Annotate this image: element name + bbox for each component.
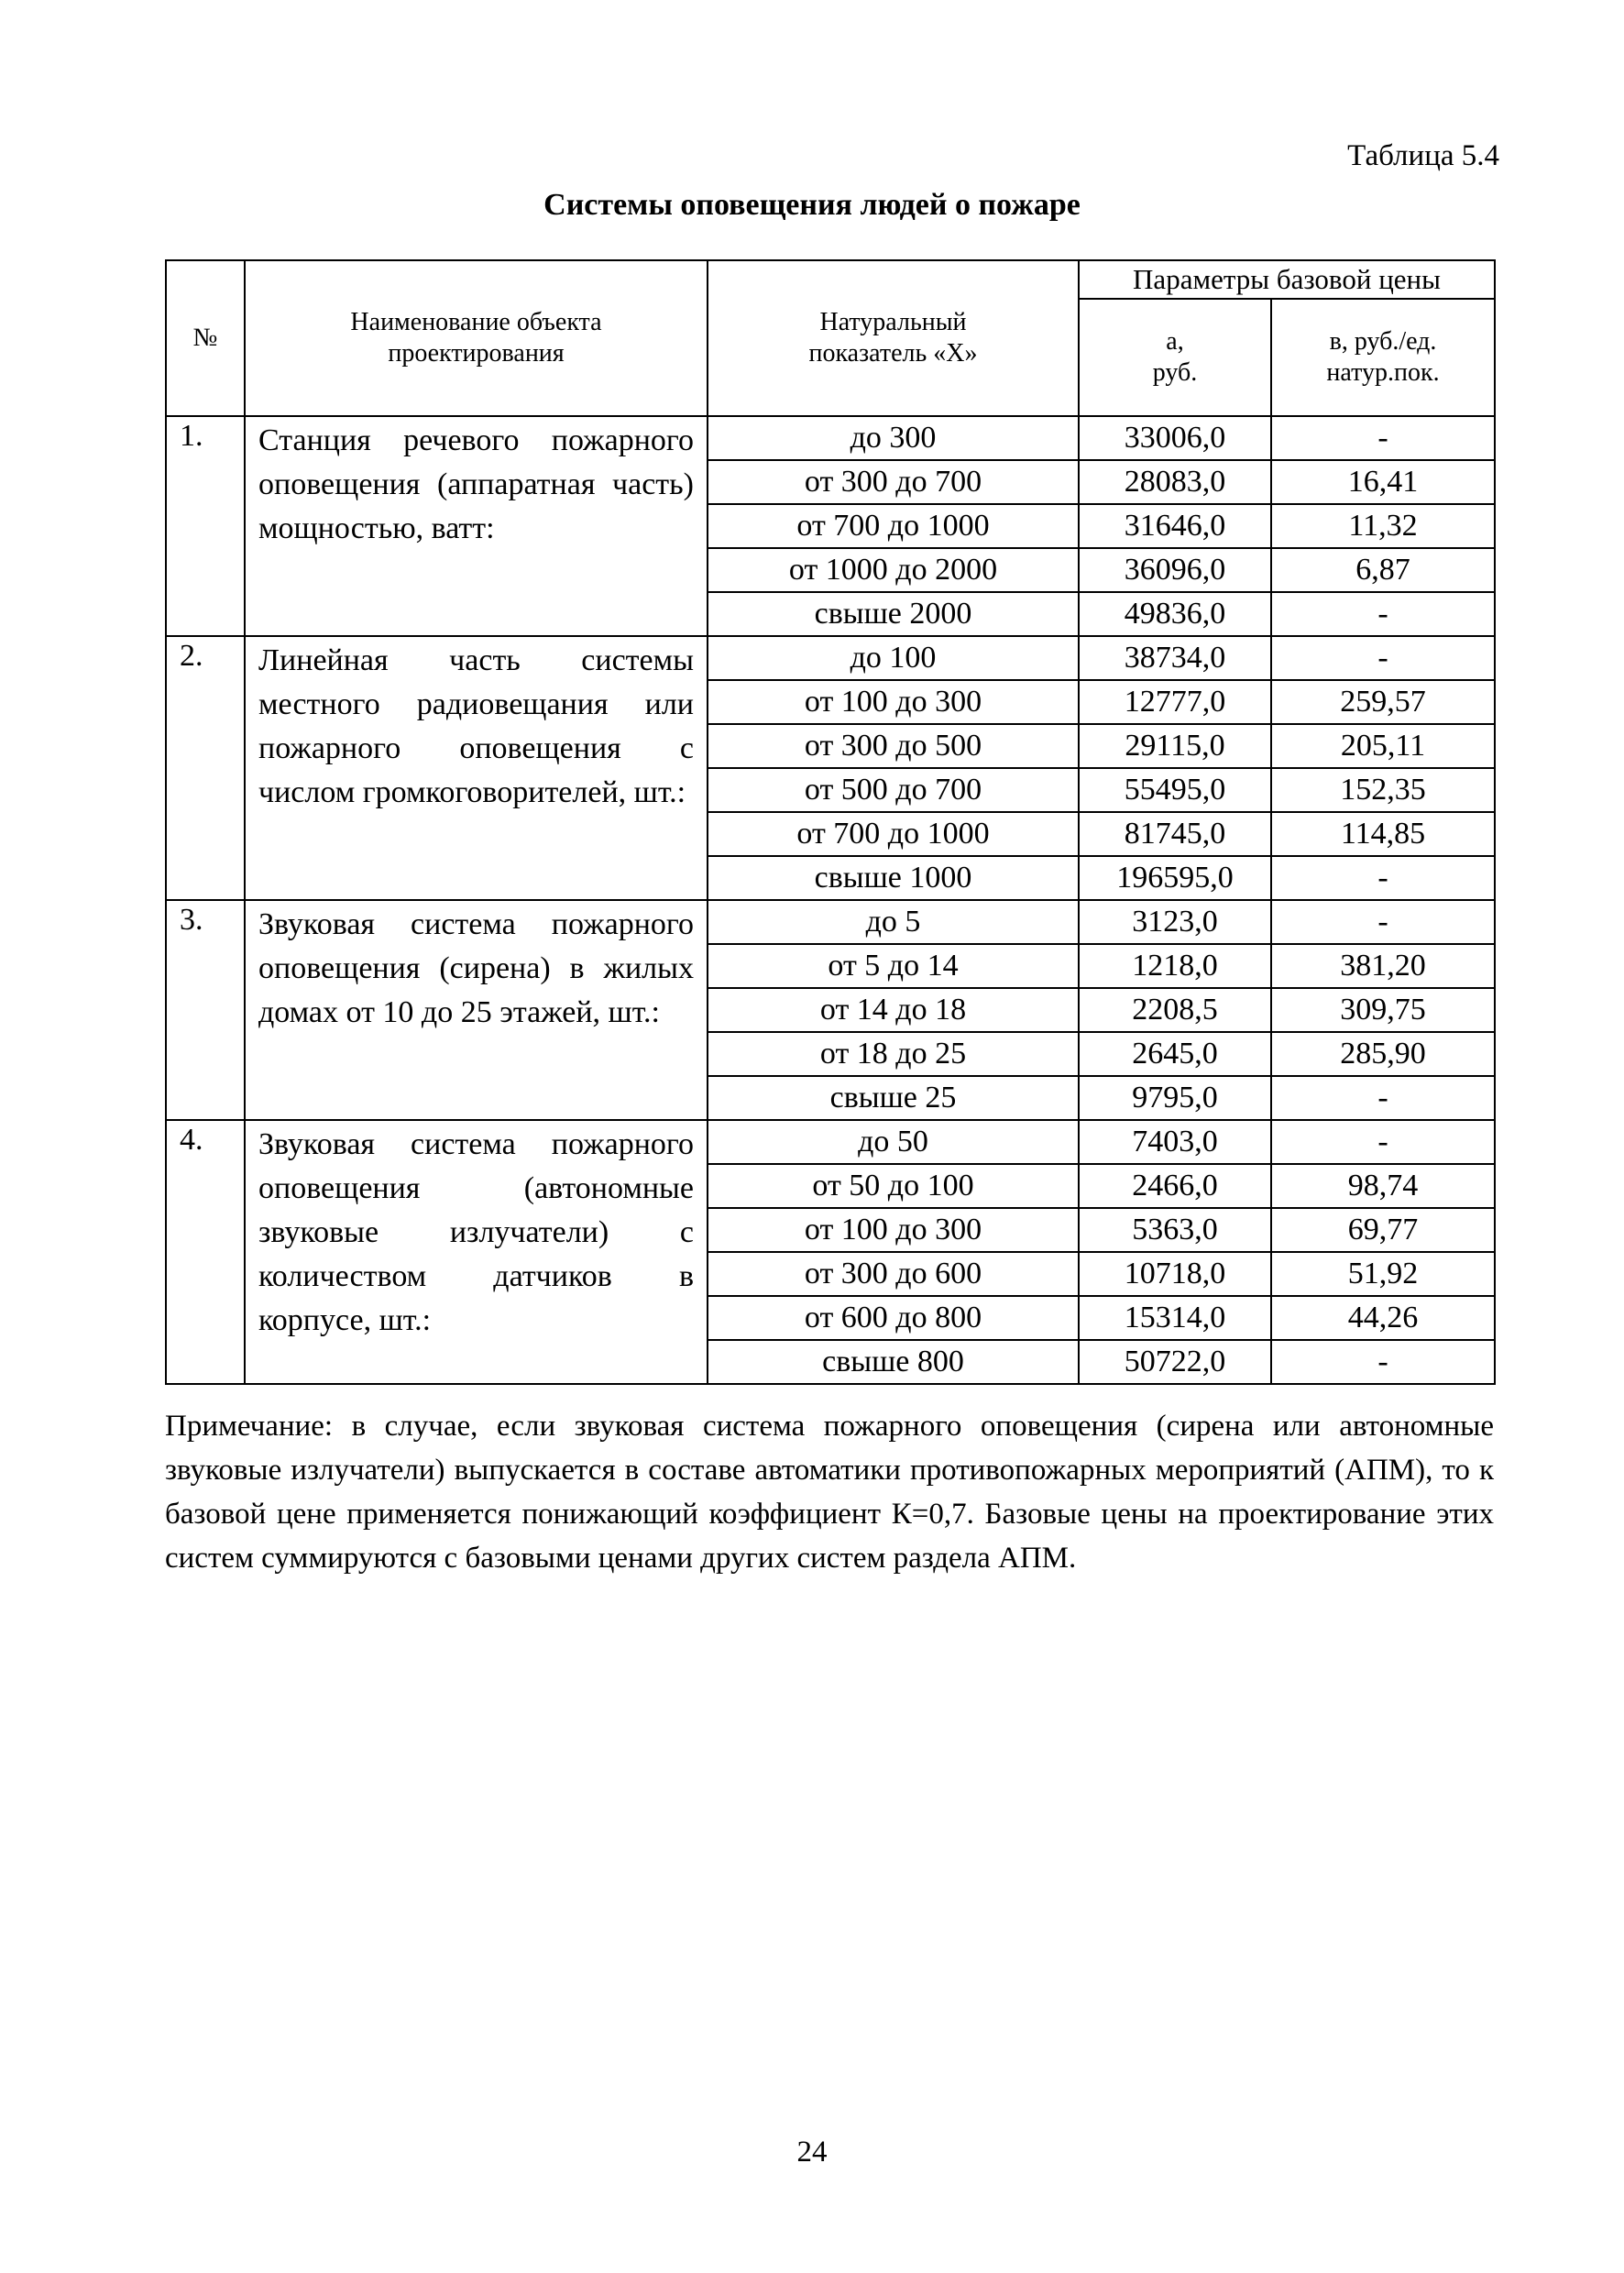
group-number: 2. xyxy=(166,636,245,900)
header-name: Наименование объекта проектирования xyxy=(245,260,708,416)
table-row xyxy=(166,1120,1495,1164)
cell-a: 33006,0 xyxy=(1079,416,1271,460)
cell-x: от 600 до 800 xyxy=(708,1296,1079,1340)
cell-x: от 1000 до 2000 xyxy=(708,548,1079,592)
cell-a: 38734,0 xyxy=(1079,636,1271,680)
cell-x: от 50 до 100 xyxy=(708,1164,1079,1208)
cell-b: 285,90 xyxy=(1271,1032,1495,1076)
group-number: 3. xyxy=(166,900,245,1120)
cell-x: от 500 до 700 xyxy=(708,768,1079,812)
page-number: 24 xyxy=(796,2136,828,2169)
cell-x: от 5 до 14 xyxy=(708,944,1079,988)
header-b: в, руб./ед. натур.пок. xyxy=(1271,299,1495,416)
group-name: Станция речевого пожарного оповещения (аппаратная часть) мощностью, ватт: xyxy=(245,416,708,636)
cell-x: от 700 до 1000 xyxy=(708,812,1079,856)
cell-b: 205,11 xyxy=(1271,724,1495,768)
group-name: Звуковая система пожарного оповещения (автономные звуковые излучатели) с количеством датчиков в корпусе, шт.: xyxy=(245,1120,708,1384)
cell-x: свыше 1000 xyxy=(708,856,1079,900)
cell-b: 381,20 xyxy=(1271,944,1495,988)
price-table xyxy=(165,259,1496,1385)
cell-a: 12777,0 xyxy=(1079,680,1271,724)
cell-b: - xyxy=(1271,1340,1495,1384)
cell-x: от 100 до 300 xyxy=(708,680,1079,724)
note: Примечание: в случае, если звуковая система пожарного оповещения (сирена или автономные звуковые излучатели) выпускается в составе автоматики противопожарных мероприятий (АПМ), то к базовой цене применяется понижающий коэффициент К=0,7. Базовые цены на проектирование этих систем суммируются с базовыми ценами других систем раздела АПМ. xyxy=(165,1410,1494,1575)
cell-a: 36096,0 xyxy=(1079,548,1271,592)
cell-b: 6,87 xyxy=(1271,548,1495,592)
cell-x: от 14 до 18 xyxy=(708,988,1079,1032)
cell-b: 259,57 xyxy=(1271,680,1495,724)
group-name: Линейная часть системы местного радиовещания или пожарного оповещения с числом громкоговорителей, шт.: xyxy=(245,636,708,900)
cell-a: 15314,0 xyxy=(1079,1296,1271,1340)
group-number: 4. xyxy=(166,1120,245,1384)
cell-x: свыше 800 xyxy=(708,1340,1079,1384)
cell-x: свыше 25 xyxy=(708,1076,1079,1120)
cell-b: 51,92 xyxy=(1271,1252,1495,1296)
header-a: а, руб. xyxy=(1079,299,1271,416)
cell-a: 1218,0 xyxy=(1079,944,1271,988)
cell-a: 3123,0 xyxy=(1079,900,1271,944)
group-number: 1. xyxy=(166,416,245,636)
table-row xyxy=(166,900,1495,944)
cell-b: 69,77 xyxy=(1271,1208,1495,1252)
cell-b: - xyxy=(1271,856,1495,900)
cell-b: - xyxy=(1271,1076,1495,1120)
cell-b: 98,74 xyxy=(1271,1164,1495,1208)
cell-a: 196595,0 xyxy=(1079,856,1271,900)
cell-b: - xyxy=(1271,900,1495,944)
cell-x: свыше 2000 xyxy=(708,592,1079,636)
page-title: Системы оповещения людей о пожаре xyxy=(543,188,1081,222)
cell-a: 5363,0 xyxy=(1079,1208,1271,1252)
cell-x: до 100 xyxy=(708,636,1079,680)
header-num: № xyxy=(166,260,245,416)
cell-b: 152,35 xyxy=(1271,768,1495,812)
table-row xyxy=(166,416,1495,460)
cell-x: от 300 до 500 xyxy=(708,724,1079,768)
cell-b: 44,26 xyxy=(1271,1296,1495,1340)
cell-a: 49836,0 xyxy=(1079,592,1271,636)
cell-a: 29115,0 xyxy=(1079,724,1271,768)
cell-a: 2645,0 xyxy=(1079,1032,1271,1076)
cell-b: 11,32 xyxy=(1271,504,1495,548)
cell-x: до 50 xyxy=(708,1120,1079,1164)
table-header xyxy=(166,260,1495,416)
cell-a: 55495,0 xyxy=(1079,768,1271,812)
cell-x: от 700 до 1000 xyxy=(708,504,1079,548)
cell-x: от 18 до 25 xyxy=(708,1032,1079,1076)
table-label: Таблица 5.4 xyxy=(1347,139,1499,172)
cell-a: 7403,0 xyxy=(1079,1120,1271,1164)
cell-b: - xyxy=(1271,416,1495,460)
cell-x: от 100 до 300 xyxy=(708,1208,1079,1252)
cell-a: 10718,0 xyxy=(1079,1252,1271,1296)
cell-x: от 300 до 700 xyxy=(708,460,1079,504)
table-row xyxy=(166,636,1495,680)
cell-b: - xyxy=(1271,592,1495,636)
cell-b: 16,41 xyxy=(1271,460,1495,504)
cell-b: 114,85 xyxy=(1271,812,1495,856)
group-name: Звуковая система пожарного оповещения (сирена) в жилых домах от 10 до 25 этажей, шт.: xyxy=(245,900,708,1120)
cell-a: 81745,0 xyxy=(1079,812,1271,856)
header-natural: Натуральный показатель «Х» xyxy=(708,260,1079,416)
cell-x: до 300 xyxy=(708,416,1079,460)
cell-a: 50722,0 xyxy=(1079,1340,1271,1384)
header-params: Параметры базовой цены xyxy=(1079,260,1495,299)
cell-a: 2466,0 xyxy=(1079,1164,1271,1208)
table-body xyxy=(166,416,1495,1384)
cell-b: - xyxy=(1271,1120,1495,1164)
cell-b: - xyxy=(1271,636,1495,680)
cell-a: 2208,5 xyxy=(1079,988,1271,1032)
cell-x: до 5 xyxy=(708,900,1079,944)
cell-a: 9795,0 xyxy=(1079,1076,1271,1120)
cell-b: 309,75 xyxy=(1271,988,1495,1032)
cell-a: 31646,0 xyxy=(1079,504,1271,548)
cell-a: 28083,0 xyxy=(1079,460,1271,504)
cell-x: от 300 до 600 xyxy=(708,1252,1079,1296)
